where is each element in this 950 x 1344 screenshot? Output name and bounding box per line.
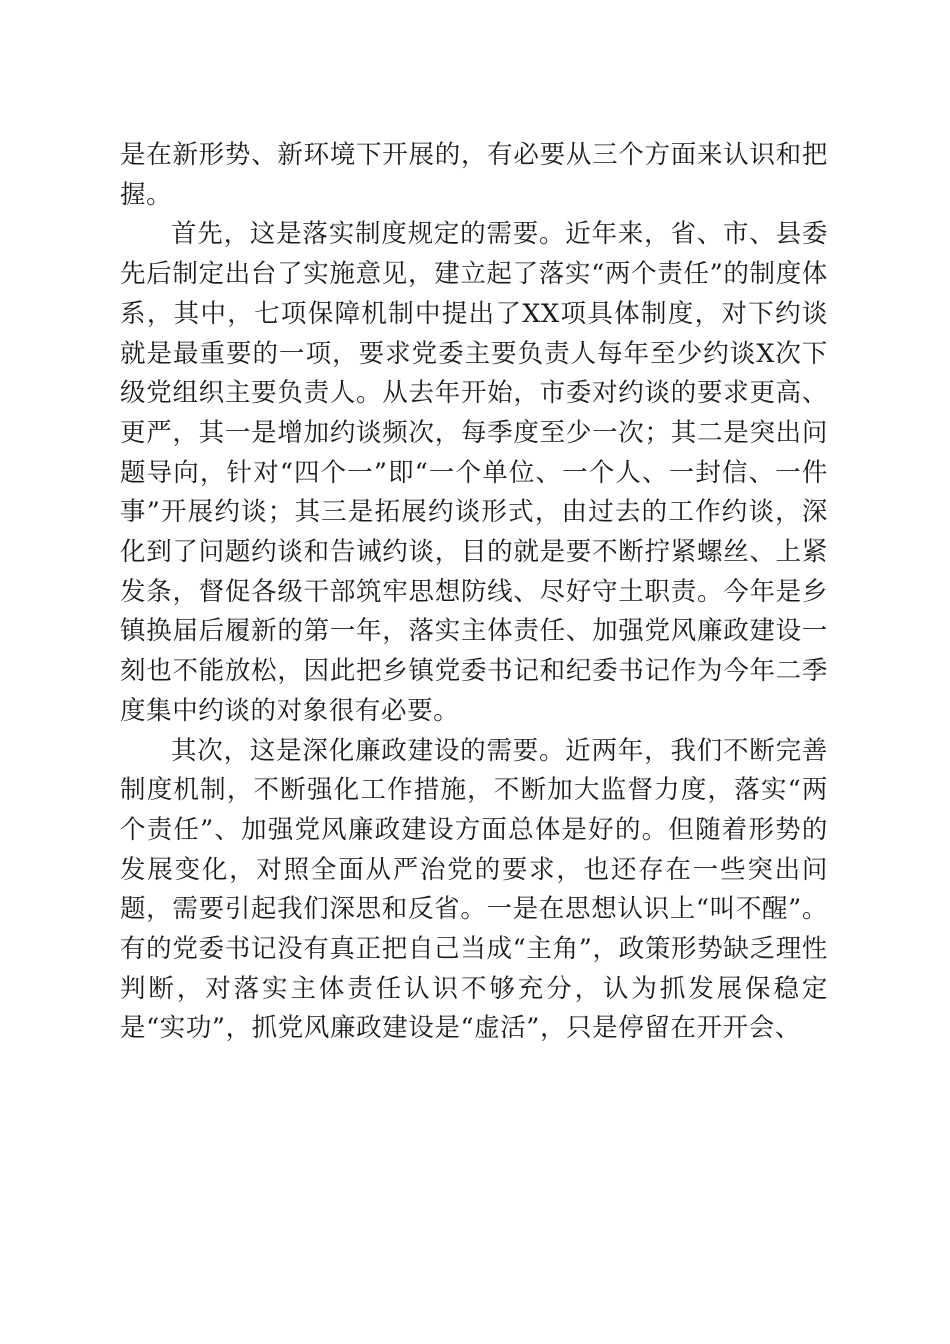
paragraph-second-reason: 其次，这是深化廉政建设的需要。近两年，我们不断完善制度机制，不断强化工作措施，不断加大监督力度，落实“两个责任”、加强党风廉政建设方面总体是好的。但随着形势的发展变化，对照全面从严治党的要求，也还存在一些突出问题，需要引起我们深思和反省。一是在思想认识上“叫不醒”。有的党委书记没有真正把自己当成“主角”，政策形势缺乏理性判断，对落实主体责任认识不够充分，认为抓发展保稳定是“实功”，抓党风廉政建设是“虚活”，只是停留在开开会、 [120, 735, 828, 1044]
paragraph-first-reason: 首先，这是落实制度规定的需要。近年来，省、市、县委先后制定出台了实施意见，建立起了落实“两个责任”的制度体系，其中，七项保障机制中提出了XX项具体制度，对下约谈就是最重要的一项，要求党委主要负责人每年至少约谈X次下级党组织主要负责人。从去年开始，市委对约谈的要求更高、更严，其一是增加约谈频次，每季度至少一次；其二是突出问题导向，针对“四个一”即“一个单位、一个人、一封信、一件事”开展约谈；其三是拓展约谈形式，由过去的工作约谈，深化到了问题约谈和告诫约谈，目的就是要不断拧紧螺丝、上紧发条，督促各级干部筑牢思想防线、尽好守土职责。今年是乡镇换届后履新的第一年，落实主体责任、加强党风廉政建设一刻也不能放松，因此把乡镇党委书记和纪委书记作为今年二季度集中约谈的对象很有必要。 [120, 219, 828, 726]
document-body [120, 136, 828, 1049]
paragraph-continuation: 是在新形势、新环境下开展的，有必要从三个方面来认识和把握。 [120, 140, 828, 210]
